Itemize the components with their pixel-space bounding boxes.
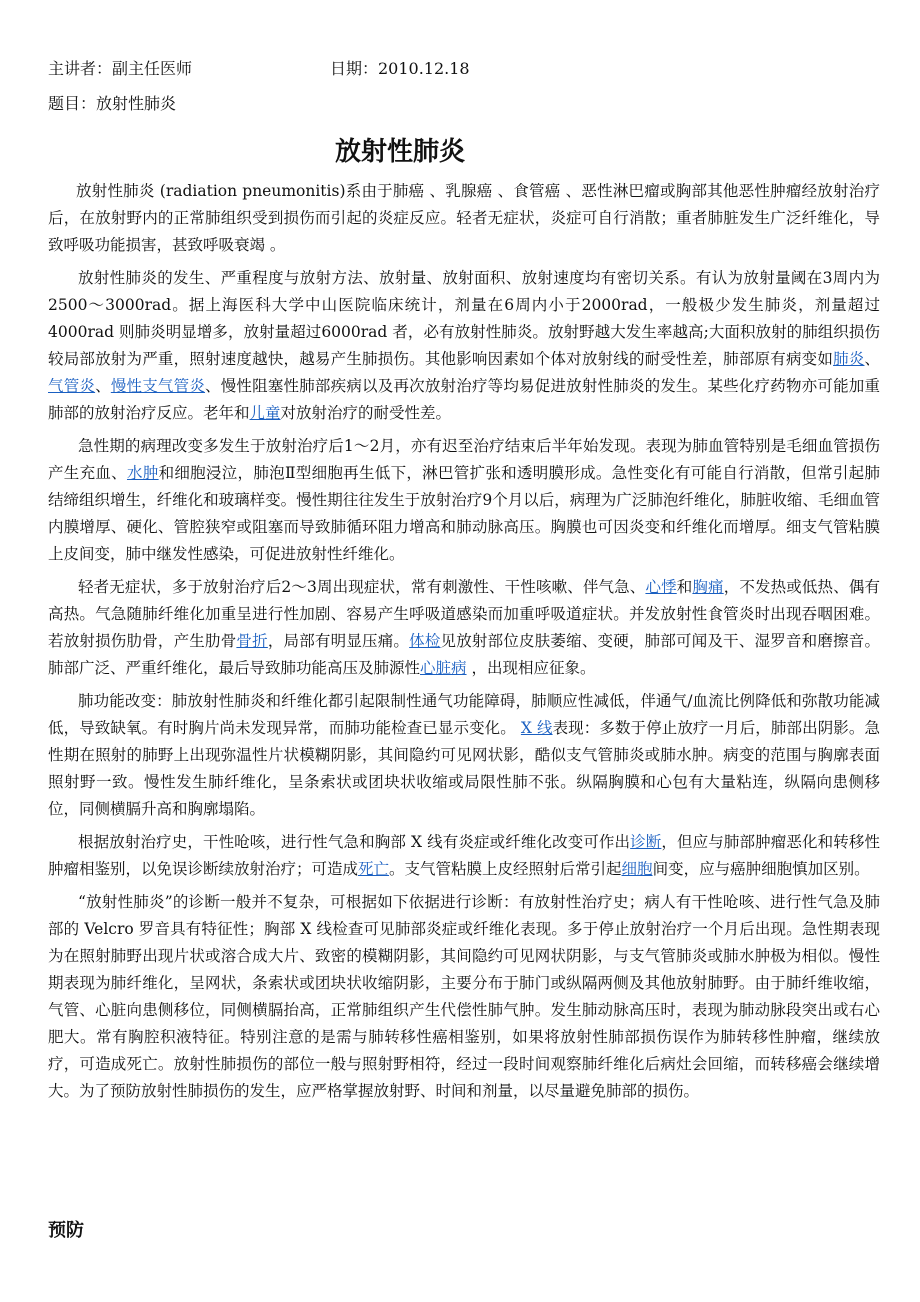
link-x-ray[interactable]: X 线 — [520, 719, 553, 737]
link-chronic-bronchitis[interactable]: 慢性支气管炎 — [110, 377, 206, 395]
link-children[interactable]: 儿童 — [249, 404, 281, 422]
link-death[interactable]: 死亡 — [358, 860, 390, 878]
paragraph-definition: 放射性肺炎 (radiation pneumonitis)系由于肺癌 、乳腺癌 、食管癌 、恶性淋巴瘤或胸部其他恶性肿瘤经放射治疗后，在放射野内的正常肺组织受到损伤而引起的炎症反应。轻者无症状，炎症可自行消散；重者肺脏发生广泛纤维化，导致呼吸功能损害，甚致呼吸衰竭 。 — [48, 182, 880, 254]
link-palpitation[interactable]: 心悸 — [645, 578, 677, 596]
paragraph-diagnosis-criteria: “放射性肺炎”的诊断一般并不复杂，可根据如下依据进行诊断：有放射性治疗史；病人有干性呛咳、进行性气急及肺部的 Velcro 罗音具有特征性；胸部 X 线检查可见肺部炎症或纤维化表现。多于停止放射治疗一个月后出现。急性期表现为在照射肺野出现片状或溶合成大片、致密的模糊阴影，其间隐约可见网状阴影，与支气管肺炎或肺水肿极为相似。慢性期表现为肺纤维化，呈网状，条索状或团块状收缩阴影，主要分布于肺门或纵隔两侧及其他放射肺野。由于肺纤维收缩，气管、心脏向患侧移位，同侧横膈抬高，正常肺组织产生代偿性肺气肿。发生肺动脉高压时，表现为肺动脉段突出或右心肥大。常有胸腔积液特征。特别注意的是需与肺转移性癌相鉴别，如果将放射性肺部损伤误作为肺转移性肿瘤，继续放疗，可造成死亡。放射性肺损伤的部位一般与照射野相符，经过一段时间观察肺纤维化后病灶会回缩，而转移癌会继续增大。为了预防放射性肺损伤的发生，应严格掌握放射野、时间和剂量，以尽量避免肺部的损伤。 — [48, 893, 880, 1100]
link-edema[interactable]: 水肿 — [126, 464, 159, 482]
document-body — [48, 178, 880, 1111]
link-fracture[interactable]: 骨折 — [236, 632, 268, 650]
section-heading-prevention: 预防 — [48, 1220, 84, 1241]
date-line: 日期：2010.12.18 — [330, 59, 470, 78]
link-cell[interactable]: 细胞 — [621, 860, 653, 878]
paragraph-causes: 放射性肺炎的发生、严重程度与放射方法、放射量、放射面积、放射速度均有密切关系。有认为放射量阈在3周内为2500～3000rad。据上海医科大学中山医院临床统计，剂量在6周内小于2000rad，一般极少发生肺炎，剂量超过4000rad 则肺炎明显增多，放射量超过6000rad 者，必有放射性肺炎。放射野越大发生率越高;大面积放射的肺组织损伤较局部放射为严重，照射速度越快，越易产生肺损伤。其他影响因素如个体对放射线的耐受性差，肺部原有病变如肺炎、气管炎、慢性支气管炎、慢性阻塞性肺部疾病以及再次放射治疗等均易促进放射性肺炎的发生。某些化疗药物亦可能加重肺部的放射治疗反应。老年和儿童对放射治疗的耐受性差。 — [48, 269, 880, 422]
link-diagnosis[interactable]: 诊断 — [630, 833, 662, 851]
link-tracheitis[interactable]: 气管炎 — [48, 377, 96, 395]
link-pneumonia[interactable]: 肺炎 — [833, 350, 865, 368]
document-title: 放射性肺炎 — [334, 137, 465, 167]
link-heart-disease[interactable]: 心脏病 — [420, 659, 467, 677]
paragraph-pathology: 急性期的病理改变多发生于放射治疗后1～2月，亦有迟至治疗结束后半年始发现。表现为肺血管特别是毛细血管损伤产生充血、水肿和细胞浸泣，肺泡Ⅱ型细胞再生低下，淋巴管扩张和透明膜形成。急性变化有可能自行消散，但常引起肺结缔组织增生，纤维化和玻璃样变。慢性期往往发生于放射治疗9个月以后，病理为广泛肺泡纤维化，肺脏收缩、毛细血管内膜增厚、硬化、管腔狭窄或阻塞而导致肺循环阻力增高和肺动脉高压。胸膜也可因炎变和纤维化而增厚。细支气管粘膜上皮间变，肺中继发性感染，可促进放射性纤维化。 — [48, 437, 880, 563]
paragraph-diagnosis: 根据放射治疗史，干性呛咳，进行性气急和胸部 X 线有炎症或纤维化改变可作出诊断，但应与肺部肿瘤恶化和转移性肿瘤相鉴别，以免误诊断续放射治疗；可造成死亡。支气管粘膜上皮经照射后常引起细胞间变，应与癌肿细胞慎加区别。 — [48, 833, 880, 878]
topic-line: 题目：放射性肺炎 — [48, 94, 177, 113]
speaker-line: 主讲者：副主任医师 — [48, 59, 193, 78]
paragraph-lung-function: 肺功能改变：肺放射性肺炎和纤维化都引起限制性通气功能障碍，肺顺应性减低，伴通气/血流比例降低和弥散功能减低，导致缺氧。有时胸片尚未发现异常，而肺功能检查已显示变化。 X 线表现：多数于停止放疗一月后，肺部出阴影。急性期在照射的肺野上出现弥温性片状模糊阴影，其间隐约可见网状影，酷似支气管肺炎或肺水肿。病变的范围与胸廓表面照射野一致。慢性发生肺纤维化，呈条索状或团块状收缩或局限性肺不张。纵隔胸膜和心包有大量粘连，纵隔向患侧移位，同侧横膈升高和胸廓塌陷。 — [48, 692, 880, 818]
paragraph-symptoms: 轻者无症状，多于放射治疗后2～3周出现症状，常有刺激性、干性咳嗽、伴气急、心悸和胸痛，不发热或低热、偶有高热。气急随肺纤维化加重呈进行性加剧、容易产生呼吸道感染而加重呼吸道症状。并发放射性食管炎时出现吞咽困难。若放射损伤肋骨，产生肋骨骨折，局部有明显压痛。体检见放射部位皮肤萎缩、变硬，肺部可闻及干、湿罗音和磨擦音。肺部广泛、严重纤维化，最后导致肺功能高压及肺源性心脏病 ，出现相应征象。 — [48, 578, 880, 677]
link-physical-exam[interactable]: 体检 — [409, 632, 441, 650]
link-chest-pain[interactable]: 胸痛 — [692, 578, 724, 596]
